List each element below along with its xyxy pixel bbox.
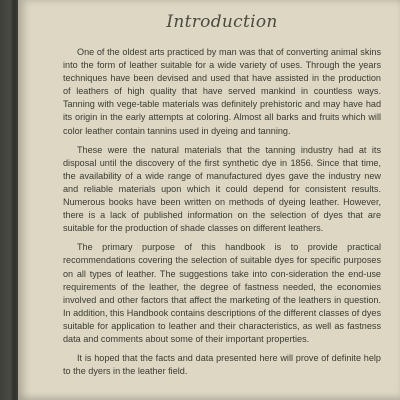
paragraph-1: One of the oldest arts practiced by man was that of converting animal skins into the form of leather suitable for a wide variety of uses. Through the years techniques have been devised and used that have assisted in the production of leathers of high quality that have served mankind in countless ways. Tanning with vege-table materials was definitely prehistoric and may have had its origin in the early attempts at coloring. Almost all barks and fruits which will color leather contain tannins used in dyeing and tanning. <box>63 47 381 136</box>
paragraph-4: It is hoped that the facts and data presented here will prove of definite help to the dyers in the leather field. <box>63 353 381 377</box>
book-page <box>18 0 400 400</box>
page-title: Introduction <box>166 12 278 32</box>
paragraph-3: The primary purpose of this handbook is to provide practical recommendations covering the selection of suitable dyes for specific purposes on all types of leather. The suggestions take into con-sideration the end-use requirements of the leather, the degree of fastness needed, the economies involved and other factors that affect the marketing of the leathers in question. In addition, this Handbook contains descriptions of the different classes of dyes suitable for application to leather and their characteristics, as well as fastness data and comments about some of their important properties. <box>63 242 381 344</box>
page-content <box>63 12 381 378</box>
paragraph-2: These were the natural materials that the tanning industry had at its disposal until the discovery of the first synthetic dye in 1856. Since that time, the availability of a wide range of manufactured dyes gave the industry new and reliable materials upon which it could depend for consistent results. Numerous books have been written on methods of dyeing leather. However, there is a lack of published information on the selection of dyes that are suitable for the production of shade classes on different leathers. <box>63 144 381 234</box>
